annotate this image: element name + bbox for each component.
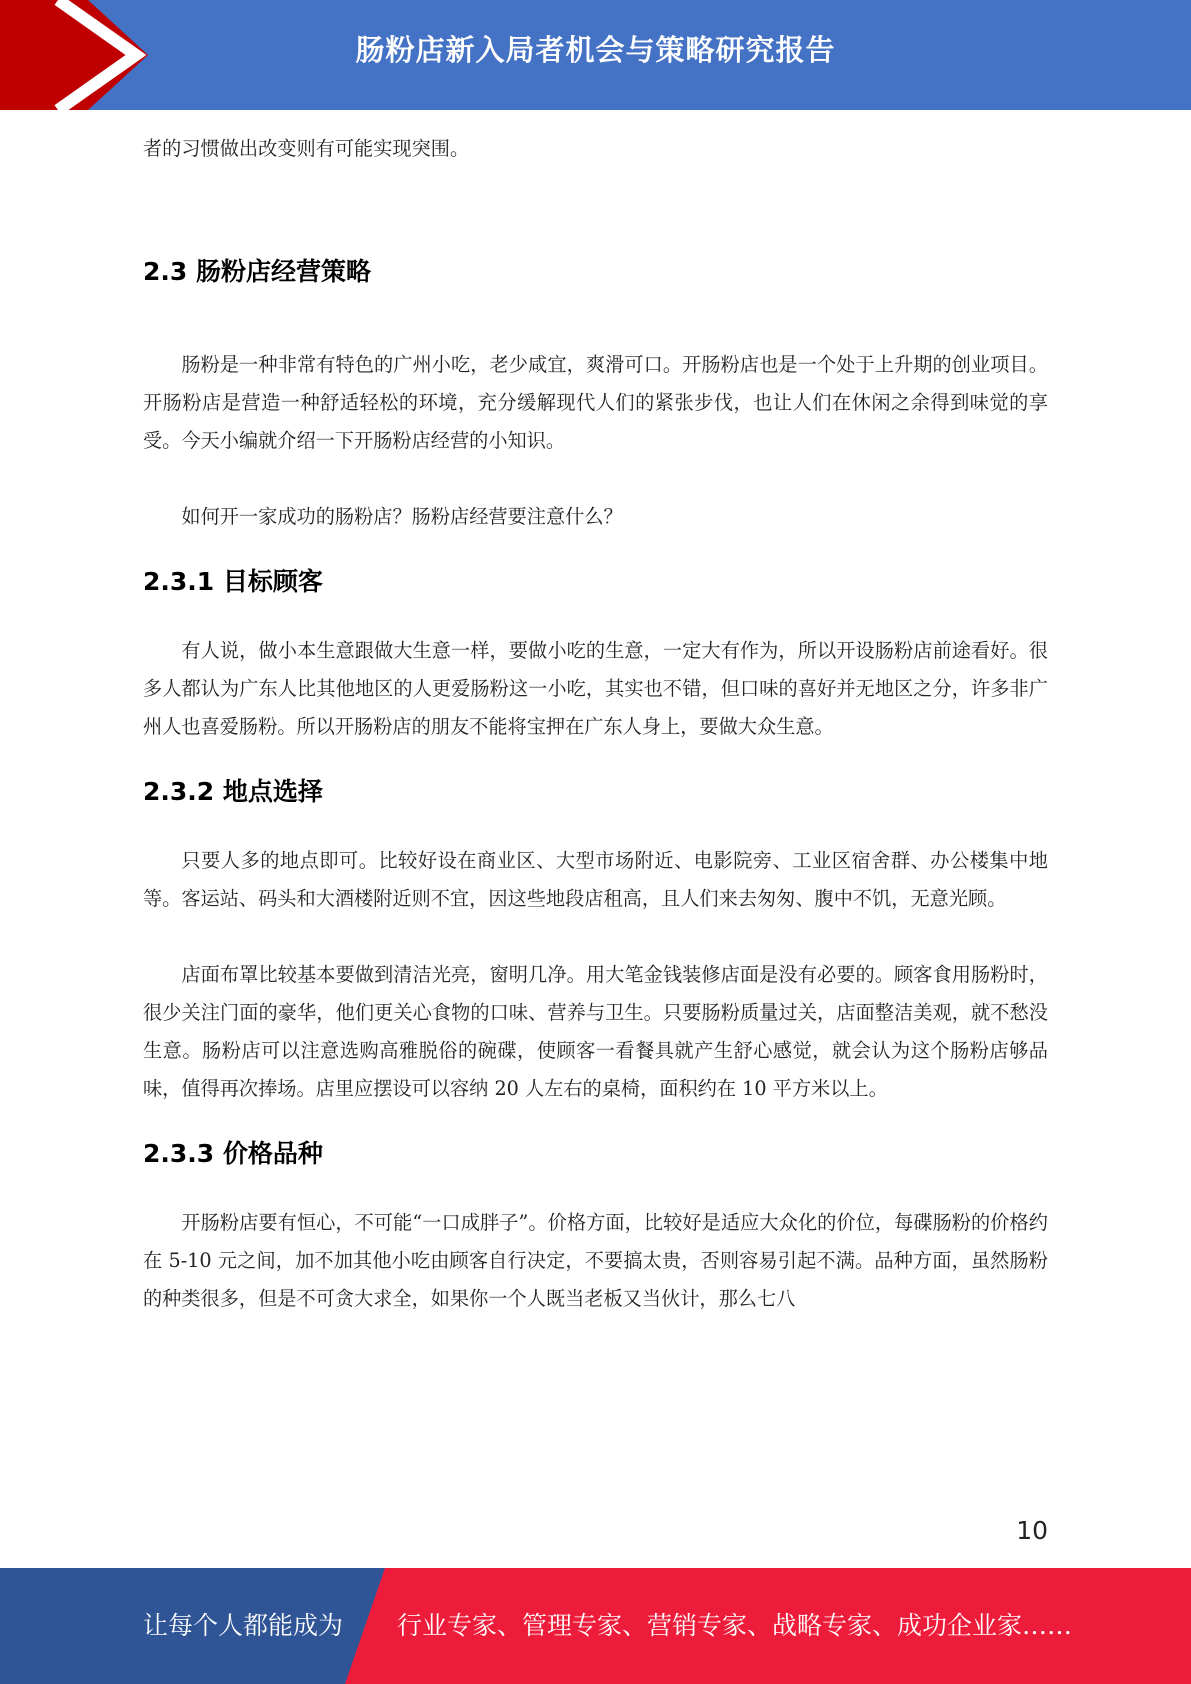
section-heading-2-3: 2.3 肠粉店经营策略 — [143, 257, 371, 286]
paragraph-question: 如何开一家成功的肠粉店？肠粉店经营要注意什么？ — [181, 505, 623, 528]
section-heading-2-3-1: 2.3.1 目标顾客 — [143, 567, 323, 596]
page-header — [0, 0, 1191, 110]
paragraph-intro: 肠粉是一种非常有特色的广州小吃，老少咸宜，爽滑可口。开肠粉店也是一个处于上升期的创业项目。开肠粉店是营造一种舒适轻松的环境，充分缓解现代人们的紧张步伐，也让人们在休闲之余得到味觉的享受。今天小编就介绍一下开肠粉店经营的小知识。 — [143, 353, 1048, 452]
section-heading-2-3-2: 2.3.2 地点选择 — [143, 777, 323, 806]
page-number: 10 — [1016, 1516, 1048, 1545]
paragraph-target-customers: 有人说，做小本生意跟做大生意一样，要做小吃的生意，一定大有作为，所以开设肠粉店前途看好。很多人都认为广东人比其他地区的人更爱肠粉这一小吃，其实也不错，但口味的喜好并无地区之分，许多非广州人也喜爱肠粉。所以开肠粉店的朋友不能将宝押在广东人身上，要做大众生意。 — [143, 639, 1048, 738]
footer-slogan-right: 行业专家、管理专家、营销专家、战略专家、成功企业家…… — [397, 1611, 1073, 1640]
header-title: 肠粉店新入局者机会与策略研究报告 — [355, 33, 836, 67]
paragraph-continuation: 者的习惯做出改变则有可能实现突围。 — [143, 137, 470, 160]
paragraph-pricing: 开肠粉店要有恒心，不可能“一口成胖子”。价格方面，比较好是适应大众化的价位，每碟肠粉的价格约在 5-10 元之间，加不加其他小吃由顾客自行决定，不要搞太贵，否则容易引起不满。品种方面，虽然肠粉的种类很多，但是不可贪大求全，如果你一个人既当老板又当伙计，那么七八 — [143, 1211, 1048, 1310]
footer-slogan-left: 让每个人都能成为 — [143, 1611, 344, 1640]
paragraph-location-2: 店面布罩比较基本要做到清洁光亮，窗明几净。用大笔金钱装修店面是没有必要的。顾客食用肠粉时，很少关注门面的豪华，他们更关心食物的口味、营养与卫生。只要肠粉质量过关，店面整洁美观，就不愁没生意。肠粉店可以注意选购高雅脱俗的碗碟，使顾客一看餐具就产生舒心感觉，就会认为这个肠粉店够品味，值得再次捧场。店里应摆设可以容纳 20 人左右的桌椅，面积约在 10 平方米以上。 — [143, 963, 1048, 1100]
section-heading-2-3-3: 2.3.3 价格品种 — [143, 1139, 323, 1168]
paragraph-location-1: 只要人多的地点即可。比较好设在商业区、大型市场附近、电影院旁、工业区宿舍群、办公楼集中地等。客运站、码头和大酒楼附近则不宜，因这些地段店租高，且人们来去匆匆、腹中不饥，无意光顾。 — [143, 849, 1048, 910]
page-footer — [0, 1568, 1191, 1684]
document-body — [143, 130, 1048, 1318]
